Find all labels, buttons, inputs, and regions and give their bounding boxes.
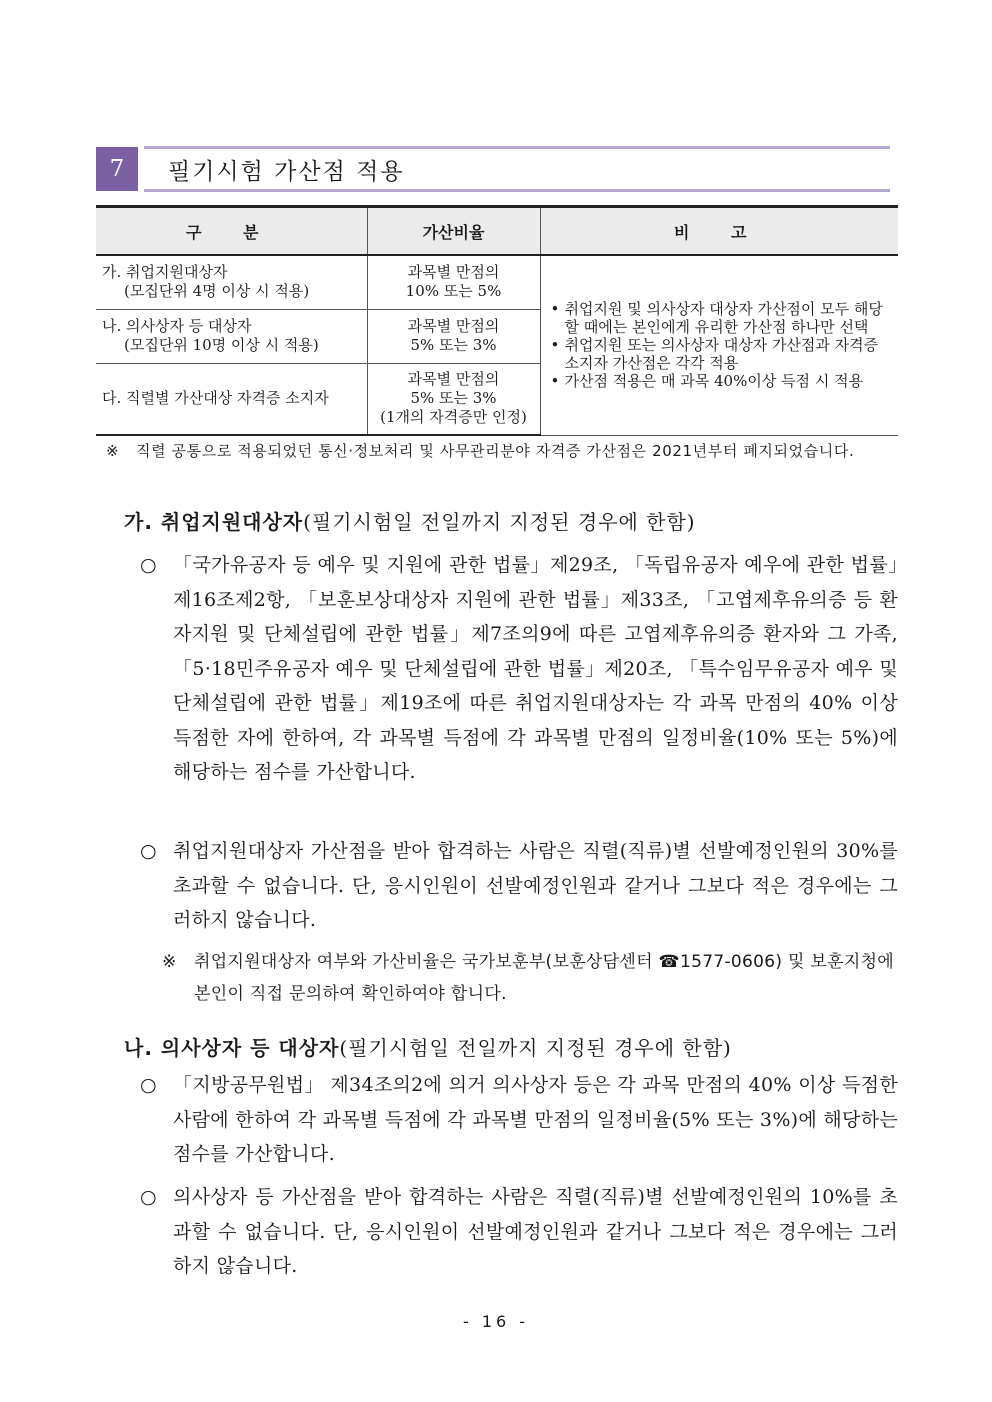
paragraph-text: 「국가유공자 등 예우 및 지원에 관한 법률」제29조, 「독립유공자 예우에 관한 법률」제16조제2항, 「보훈보상대상자 지원에 관한 법률」제33조, 「고엽제후유의증 등 환자지원 및 단체설립에 관한 법률」제7조의9에 따른 고엽제후유의증 환자와 그 가족, 「5·18민주유공자 예우 및 단체설립에 관한 법률」제20조, 「특수임무유공자 예우 및 단체설립에 관한 법률」제19조에 따른 취업지원대상자는 각 과목 만점의 40% 이상 득점한 자에 한하여, 각 과목별 득점에 각 과목별 만점의 일정비율(10% 또는 5%)에 해당하는 점수를 가산합니다. xyxy=(173,554,898,783)
circle-bullet-icon: ○ xyxy=(140,840,157,862)
category-cell xyxy=(96,255,367,309)
contact-note xyxy=(162,946,898,1010)
page-number: - 16 - xyxy=(462,1312,530,1331)
rate-line: 과목별 만점의 xyxy=(407,317,500,335)
section-title: 필기시험 가산점 적용 xyxy=(168,159,405,185)
rate-condition: (1개의 자격증만 인정) xyxy=(380,408,527,427)
category-label: 가. 취업지원대상자 xyxy=(102,263,228,282)
circle-bullet-icon: ○ xyxy=(140,1186,157,1208)
subsection-title: 가. 취업지원대상자 xyxy=(124,510,304,534)
paragraph-text: 「지방공무원법」 제34조의2에 의거 의사상자 등은 각 과목 만점의 40% 이상 득점한 사람에 한하여 각 과목별 득점에 각 과목별 만점의 일정비율(5% 또는 3%)에 해당하는 점수를 가산합니다. xyxy=(173,1074,898,1165)
category-label: 다. 직렬별 가산대상 자격증 소지자 xyxy=(102,389,329,408)
header-rule-bottom xyxy=(144,189,890,192)
rate-line: 과목별 만점의 xyxy=(407,370,500,389)
footnote-text: 직렬 공통으로 적용되었던 통신·정보처리 및 사무관리분야 자격증 가산점은 2021년부터 폐지되었습니다. xyxy=(136,442,855,460)
header-rate: 가산비율 xyxy=(367,207,540,256)
paragraph-text: 취업지원대상자 가산점을 받아 합격하는 사람은 직렬(직류)별 선발예정인원의 30%를 초과할 수 없습니다. 단, 응시인원이 선발예정인원과 같거나 그보다 적은 경우에는 그러하지 않습니다. xyxy=(173,840,898,931)
reference-mark: ※ xyxy=(162,952,177,972)
header-notes: 비 고 xyxy=(540,207,898,256)
rate-value: 10% 또는 5% xyxy=(405,282,502,301)
paragraph xyxy=(140,834,898,938)
subsection-heading-a xyxy=(124,506,696,535)
circle-bullet-icon: ○ xyxy=(140,554,157,576)
rate-value: 5% 또는 3% xyxy=(410,389,497,408)
paragraph-text: 의사상자 등 가산점을 받아 합격하는 사람은 직렬(직류)별 선발예정인원의 10%를 초과할 수 없습니다. 단, 응시인원이 선발예정인원과 같거나 그보다 적은 경우에는 그러하지 않습니다. xyxy=(173,1186,898,1277)
rate-cell xyxy=(367,309,540,363)
rate-value: 5% 또는 3% xyxy=(410,336,497,354)
paragraph xyxy=(140,1180,898,1284)
category-label: 나. 의사상자 등 대상자 xyxy=(102,317,252,335)
section-number: 7 xyxy=(96,147,138,191)
category-cell xyxy=(96,309,367,363)
rate-line: 과목별 만점의 xyxy=(407,263,500,282)
note-item: • 취업지원 또는 의사상자 대상자 가산점과 자격증 소지자 가산점은 각각 적용 xyxy=(551,336,891,372)
subsection-condition: (필기시험일 전일까지 지정된 경우에 한함) xyxy=(303,510,696,534)
subsection-title: 나. 의사상자 등 대상자 xyxy=(124,1036,340,1060)
reference-mark: ※ xyxy=(106,442,119,460)
header-category: 구 분 xyxy=(96,207,367,256)
rate-cell xyxy=(367,255,540,309)
rate-cell xyxy=(367,363,540,435)
circle-bullet-icon: ○ xyxy=(140,1074,157,1096)
note-text: 취업지원대상자 여부와 가산비율은 국가보훈부(보훈상담센터 ☎1577-0606) 및 보훈지청에 본인이 직접 문의하여 확인하여야 합니다. xyxy=(194,952,895,1004)
category-condition: (모집단위 10명 이상 시 적용) xyxy=(124,336,319,354)
table-header-row xyxy=(96,207,898,256)
notes-cell xyxy=(540,255,898,435)
paragraph xyxy=(140,548,898,790)
paragraph xyxy=(140,1068,898,1172)
header-rule-top xyxy=(144,146,890,149)
table-row xyxy=(96,255,898,309)
note-item: • 가산점 적용은 매 과목 40%이상 득점 시 적용 xyxy=(551,372,891,390)
subsection-condition: (필기시험일 전일까지 지정된 경우에 한함) xyxy=(339,1036,732,1060)
bonus-points-table xyxy=(96,205,898,436)
subsection-heading-b xyxy=(124,1032,732,1061)
notes-list xyxy=(551,300,891,390)
category-condition: (모집단위 4명 이상 시 적용) xyxy=(124,282,310,301)
note-item: • 취업지원 및 의사상자 대상자 가산점이 모두 해당할 때에는 본인에게 유리한 가산점 하나만 선택 xyxy=(551,300,891,336)
section-header xyxy=(96,146,890,192)
category-cell xyxy=(96,363,367,435)
table-footnote xyxy=(106,438,898,465)
